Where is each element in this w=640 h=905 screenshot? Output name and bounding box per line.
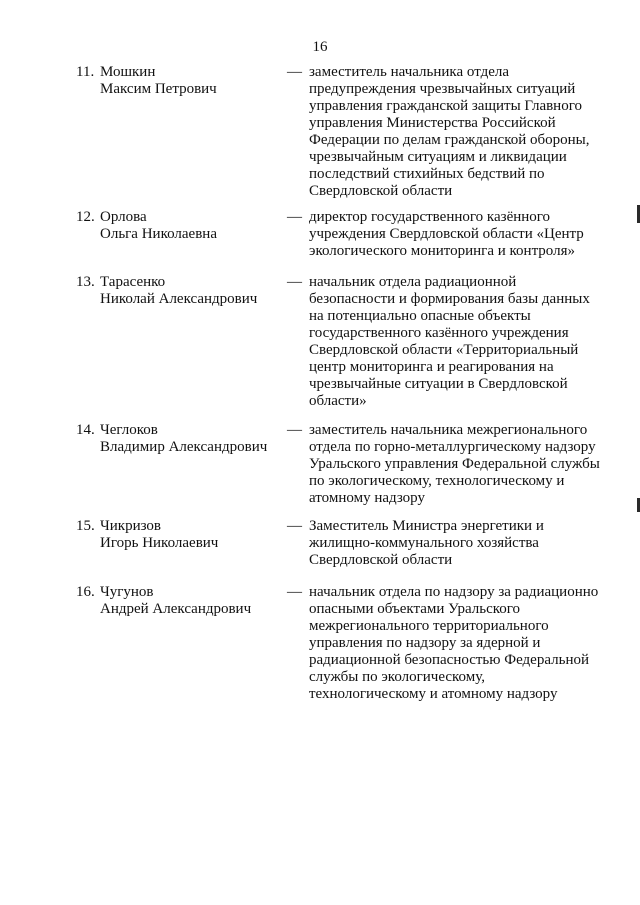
entry-number: 16. [76, 584, 95, 600]
position-description [309, 209, 609, 260]
dash-separator: — [287, 209, 302, 225]
description-line: экологического мониторинга и контроля» [309, 243, 575, 259]
description-line: области» [309, 393, 367, 409]
description-line: директор государственного казённого [309, 209, 551, 225]
position-description [309, 422, 609, 507]
description-line: Свердловской области [309, 552, 453, 568]
description-line: Уральского управления Федеральной службы [309, 456, 600, 472]
description-line: отдела по горно-металлургическому надзору [309, 439, 596, 455]
entry-number: 13. [76, 274, 95, 290]
description-line: центр мониторинга и реагирования на [309, 359, 554, 375]
dash-separator: — [287, 518, 302, 534]
description-line: чрезвычайным ситуациям и ликвидации [309, 149, 567, 165]
entry-number: 11. [76, 64, 95, 80]
given-name: Ольга Николаевна [100, 226, 217, 242]
position-description [309, 584, 609, 703]
person-name [100, 518, 218, 552]
description-line: жилищно-коммунального хозяйства [309, 535, 539, 551]
description-line: управления гражданской защиты Главного [309, 98, 582, 114]
description-line: начальник отдела по надзору за радиационно [309, 584, 599, 600]
description-line: Заместитель Министра энергетики и [309, 518, 544, 534]
description-line: межрегионального территориального [309, 618, 549, 634]
description-line: Федерации по делам гражданской обороны, [309, 132, 590, 148]
description-line: технологическому и атомному надзору [309, 686, 558, 702]
description-line: опасными объектами Уральского [309, 601, 521, 617]
position-description [309, 64, 609, 200]
description-line: предупреждения чрезвычайных ситуаций [309, 81, 576, 97]
given-name: Андрей Александрович [100, 601, 252, 617]
description-line: чрезвычайные ситуации в Свердловской [309, 376, 568, 392]
person-name [100, 64, 217, 98]
dash-separator: — [287, 274, 302, 290]
description-line: атомному надзору [309, 490, 425, 506]
description-line: по экологическому, технологическому и [309, 473, 565, 489]
description-line: на потенциально опасные объекты [309, 308, 531, 324]
person-name [100, 422, 267, 456]
description-line: Свердловской области [309, 183, 453, 199]
description-line: учреждения Свердловской области «Центр [309, 226, 584, 242]
entry-number: 12. [76, 209, 95, 225]
entry-number: 15. [76, 518, 95, 534]
surname: Орлова [100, 209, 147, 225]
position-description [309, 274, 609, 410]
given-name: Николай Александрович [100, 291, 258, 307]
surname: Чугунов [100, 584, 154, 600]
description-line: последствий стихийных бедствий по [309, 166, 545, 182]
description-line: службы по экологическому, [309, 669, 485, 685]
dash-separator: — [287, 584, 302, 600]
description-line: безопасности и формирования базы данных [309, 291, 590, 307]
position-description [309, 518, 609, 569]
description-line: радиационной безопасностью Федеральной [309, 652, 589, 668]
description-line: заместитель начальника отдела [309, 64, 509, 80]
entry-number: 14. [76, 422, 95, 438]
page-number: 16 [312, 39, 328, 55]
surname: Тарасенко [100, 274, 166, 290]
dash-separator: — [287, 64, 302, 80]
given-name: Максим Петрович [100, 81, 217, 97]
description-line: управления Министерства Российской [309, 115, 556, 131]
surname: Мошкин [100, 64, 156, 80]
description-line: заместитель начальника межрегионального [309, 422, 588, 438]
description-line: Свердловской области «Территориальный [309, 342, 579, 358]
person-name [100, 274, 257, 308]
dash-separator: — [287, 422, 302, 438]
surname: Чикризов [100, 518, 162, 534]
person-name [100, 209, 217, 243]
surname: Чеглоков [100, 422, 158, 438]
description-line: управления по надзору за ядерной и [309, 635, 541, 651]
description-line: государственного казённого учреждения [309, 325, 569, 341]
given-name: Игорь Николаевич [100, 535, 219, 551]
description-line: начальник отдела радиационной [309, 274, 517, 290]
person-name [100, 584, 251, 618]
given-name: Владимир Александрович [100, 439, 268, 455]
